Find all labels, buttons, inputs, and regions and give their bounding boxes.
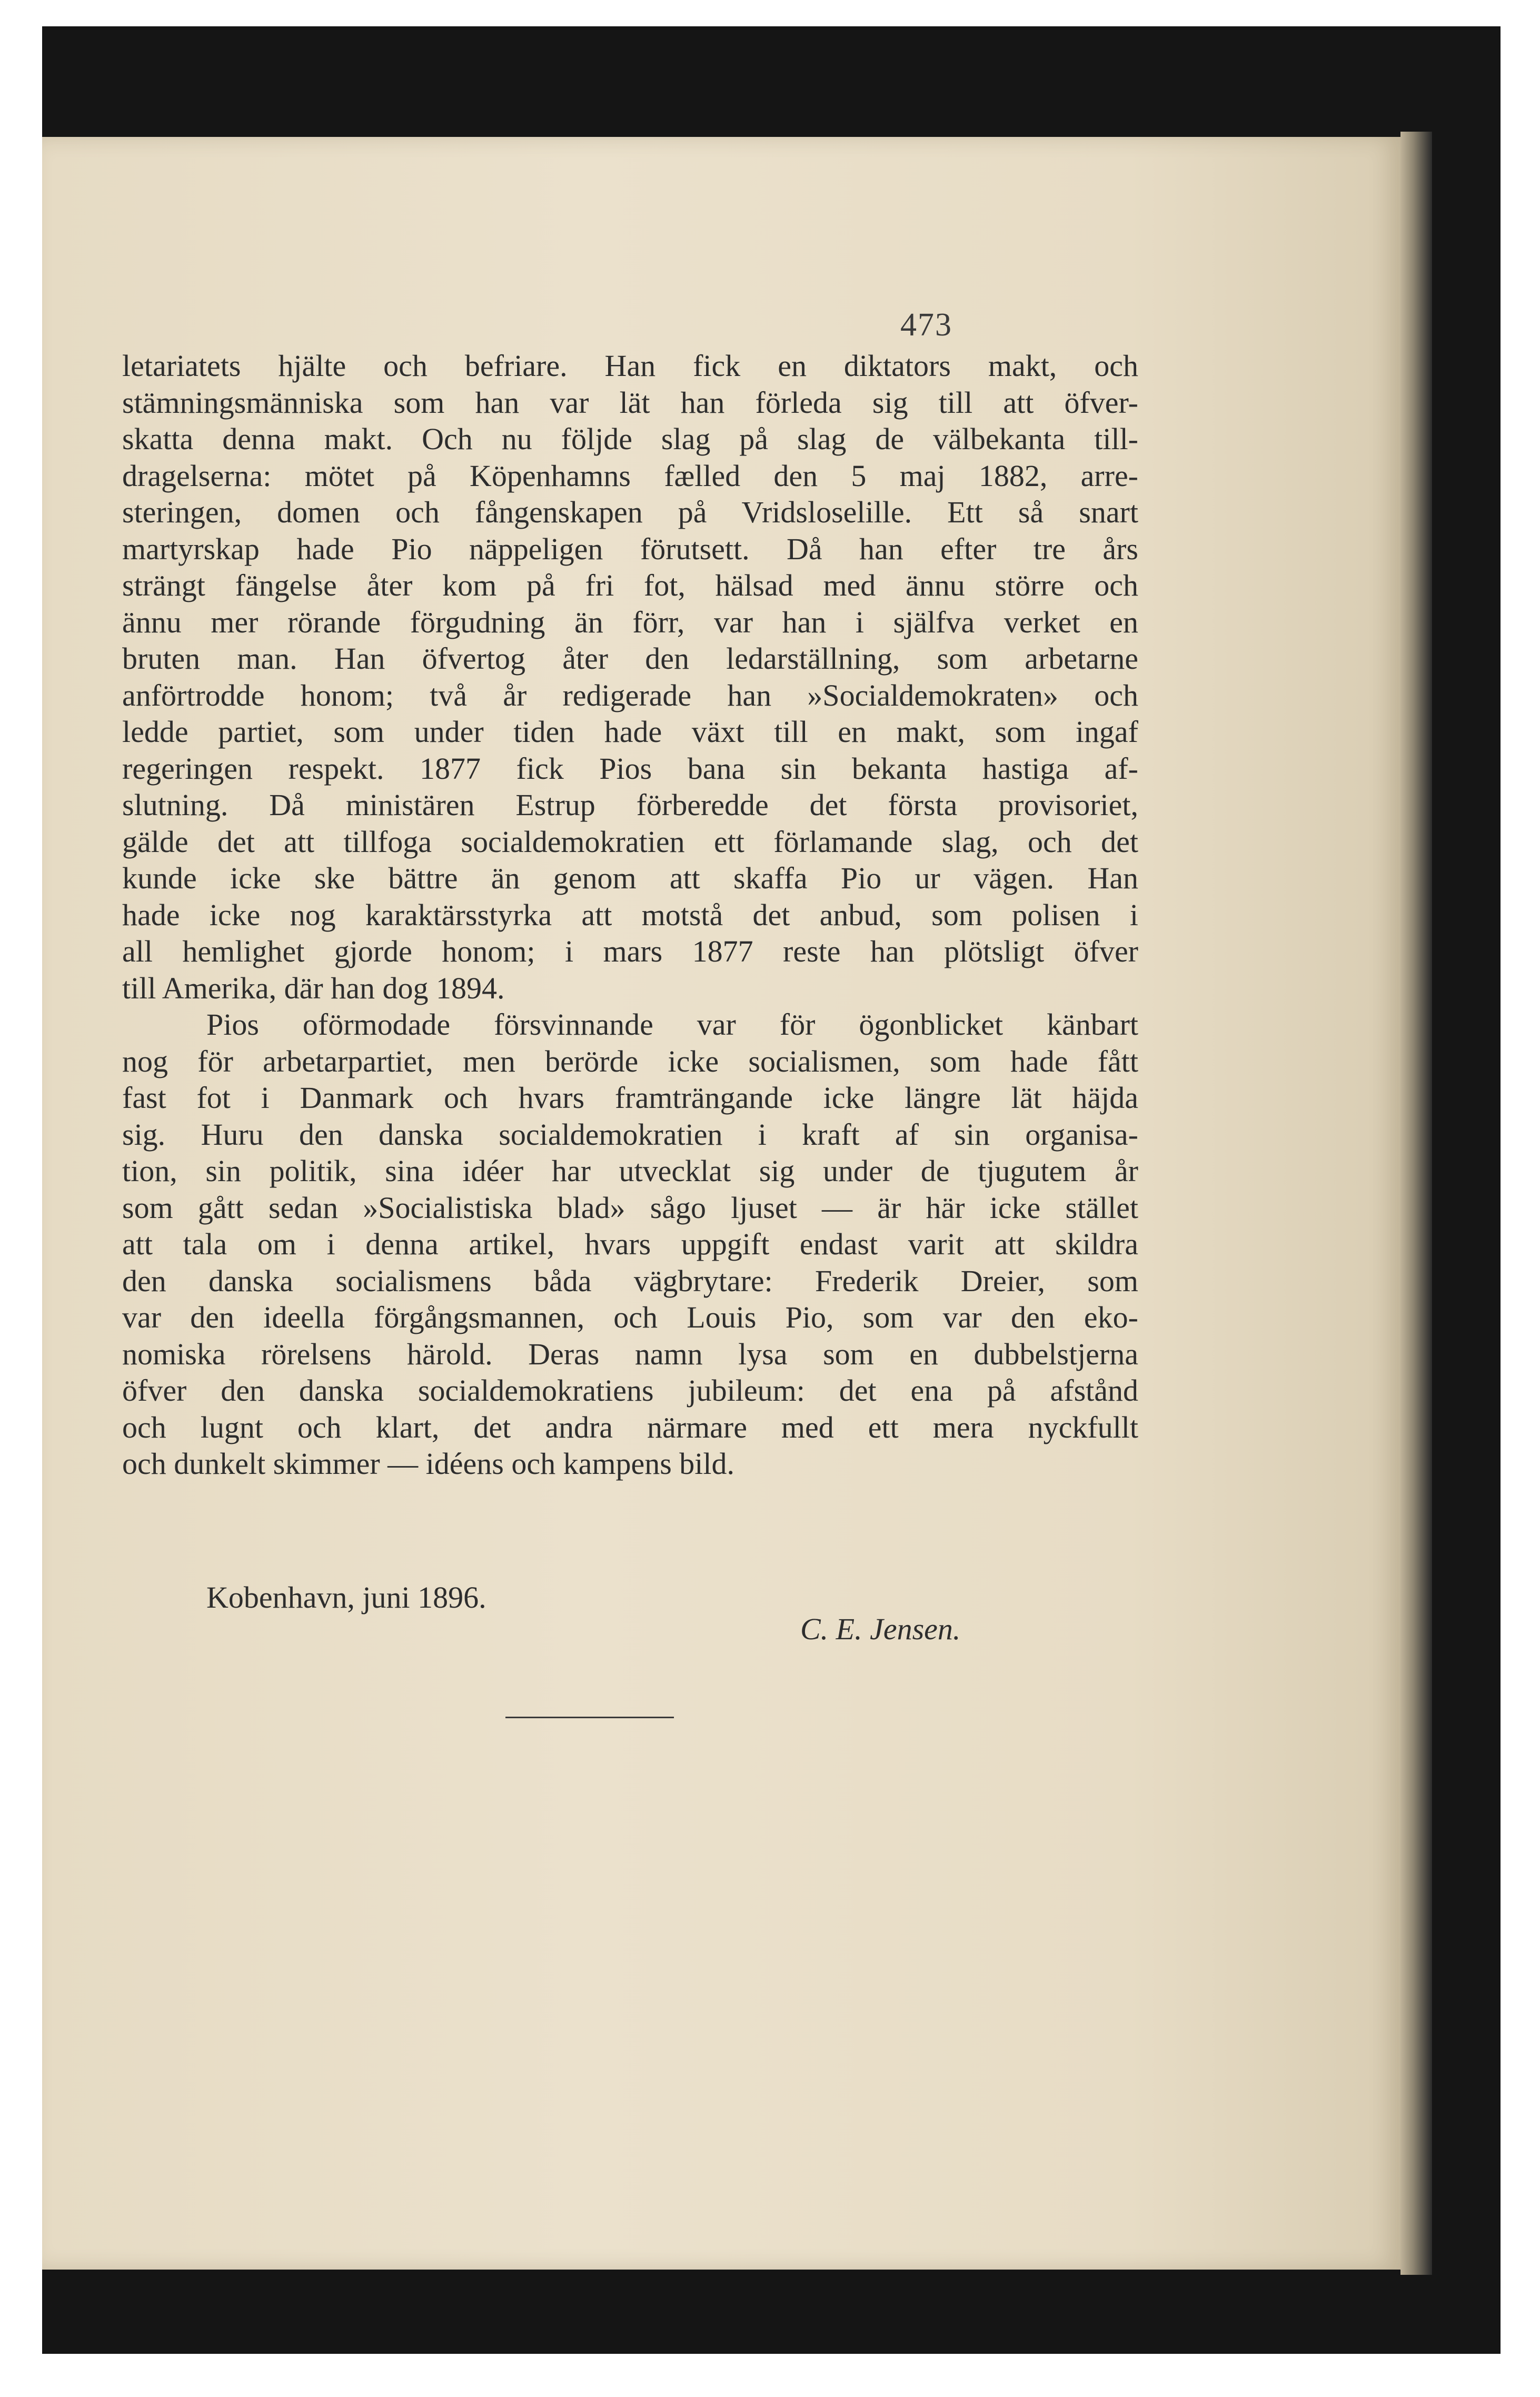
- text-line: var den ideella förgångsmannen, och Louis Pio, som var den eko-: [122, 1300, 1138, 1334]
- text-line: gälde det att tillfoga socialdemokratien ett förlamande slag, och det: [122, 824, 1138, 859]
- text-line: steringen, domen och fångenskapen på Vridsloselille. Ett så snart: [122, 495, 1138, 529]
- text-line: fast fot i Danmark och hvars framträngande icke längre lät häjda: [122, 1081, 1138, 1115]
- text-line: hade icke nog karaktärsstyrka att motstå det anbud, som polisen i: [122, 897, 1138, 932]
- paragraph-1: [122, 348, 1138, 1006]
- book-page: [42, 137, 1400, 2270]
- closing-rule: [505, 1717, 674, 1718]
- author-signature: C. E. Jensen.: [800, 1612, 961, 1646]
- text-line: stämningsmänniska som han var lät han förleda sig till att öfver-: [122, 385, 1138, 420]
- text-line: anförtrodde honom; två år redigerade han »Socialdemokraten» och: [122, 678, 1138, 712]
- text-line: ännu mer rörande förgudning än förr, var han i själfva verket en: [122, 605, 1138, 639]
- text-line: till Amerika, där han dog 1894.: [122, 970, 505, 1005]
- text-line: och dunkelt skimmer — idéens och kampens bild.: [122, 1447, 735, 1481]
- text-line: strängt fängelse åter kom på fri fot, hälsad med ännu större och: [122, 568, 1138, 602]
- text-line: som gått sedan »Socialistiska blad» sågo ljuset — är här icke stället: [122, 1190, 1138, 1225]
- text-line: all hemlighet gjorde honom; i mars 1877 reste han plötsligt öfver: [122, 934, 1138, 968]
- text-line: och lugnt och klart, det andra närmare med ett mera nyckfullt: [122, 1410, 1138, 1444]
- text-line: dragelserna: mötet på Köpenhamns fælled den 5 maj 1882, arre-: [122, 458, 1138, 493]
- text-line: letariatets hjälte och befriare. Han fick en diktators makt, och: [122, 349, 1138, 383]
- text-line: kunde icke ske bättre än genom att skaffa Pio ur vägen. Han: [122, 861, 1138, 895]
- text-line: nomiska rörelsens härold. Deras namn lysa som en dubbelstjerna: [122, 1336, 1138, 1371]
- text-line: regeringen respekt. 1877 fick Pios bana sin bekanta hastiga af-: [122, 751, 1138, 786]
- text-line: sig. Huru den danska socialdemokratien i kraft af sin organisa-: [122, 1117, 1138, 1152]
- paragraph-2: [122, 1006, 1138, 1482]
- body-text: [122, 348, 1138, 1482]
- text-line: att tala om i denna artikel, hvars uppgift endast varit att skildra: [122, 1227, 1138, 1261]
- text-line: Pios oförmodade försvinnande var för ögonblicket känbart: [206, 1007, 1138, 1042]
- text-line: öfver den danska socialdemokratiens jubileum: det ena på afstånd: [122, 1373, 1138, 1408]
- text-line: tion, sin politik, sina idéer har utvecklat sig under de tjugutem år: [122, 1154, 1138, 1188]
- text-line: nog för arbetarpartiet, men berörde icke socialismen, som hade fått: [122, 1044, 1138, 1078]
- place-date: Kobenhavn, juni 1896.: [206, 1580, 486, 1614]
- text-line: slutning. Då ministären Estrup förberedde det första provisoriet,: [122, 788, 1138, 822]
- text-line: skatta denna makt. Och nu följde slag på slag de välbekanta till-: [122, 422, 1138, 456]
- page-number: 473: [900, 307, 952, 343]
- text-line: martyrskap hade Pio näppeligen förutsett. Då han efter tre års: [122, 531, 1138, 566]
- text-line: bruten man. Han öfvertog åter den ledarställning, som arbetarne: [122, 641, 1138, 676]
- page-edge: [1400, 132, 1432, 2275]
- text-line: ledde partiet, som under tiden hade växt till en makt, som ingaf: [122, 715, 1138, 749]
- text-line: den danska socialismens båda vägbrytare: Frederik Dreier, som: [122, 1263, 1138, 1298]
- scan-background: [42, 26, 1501, 2354]
